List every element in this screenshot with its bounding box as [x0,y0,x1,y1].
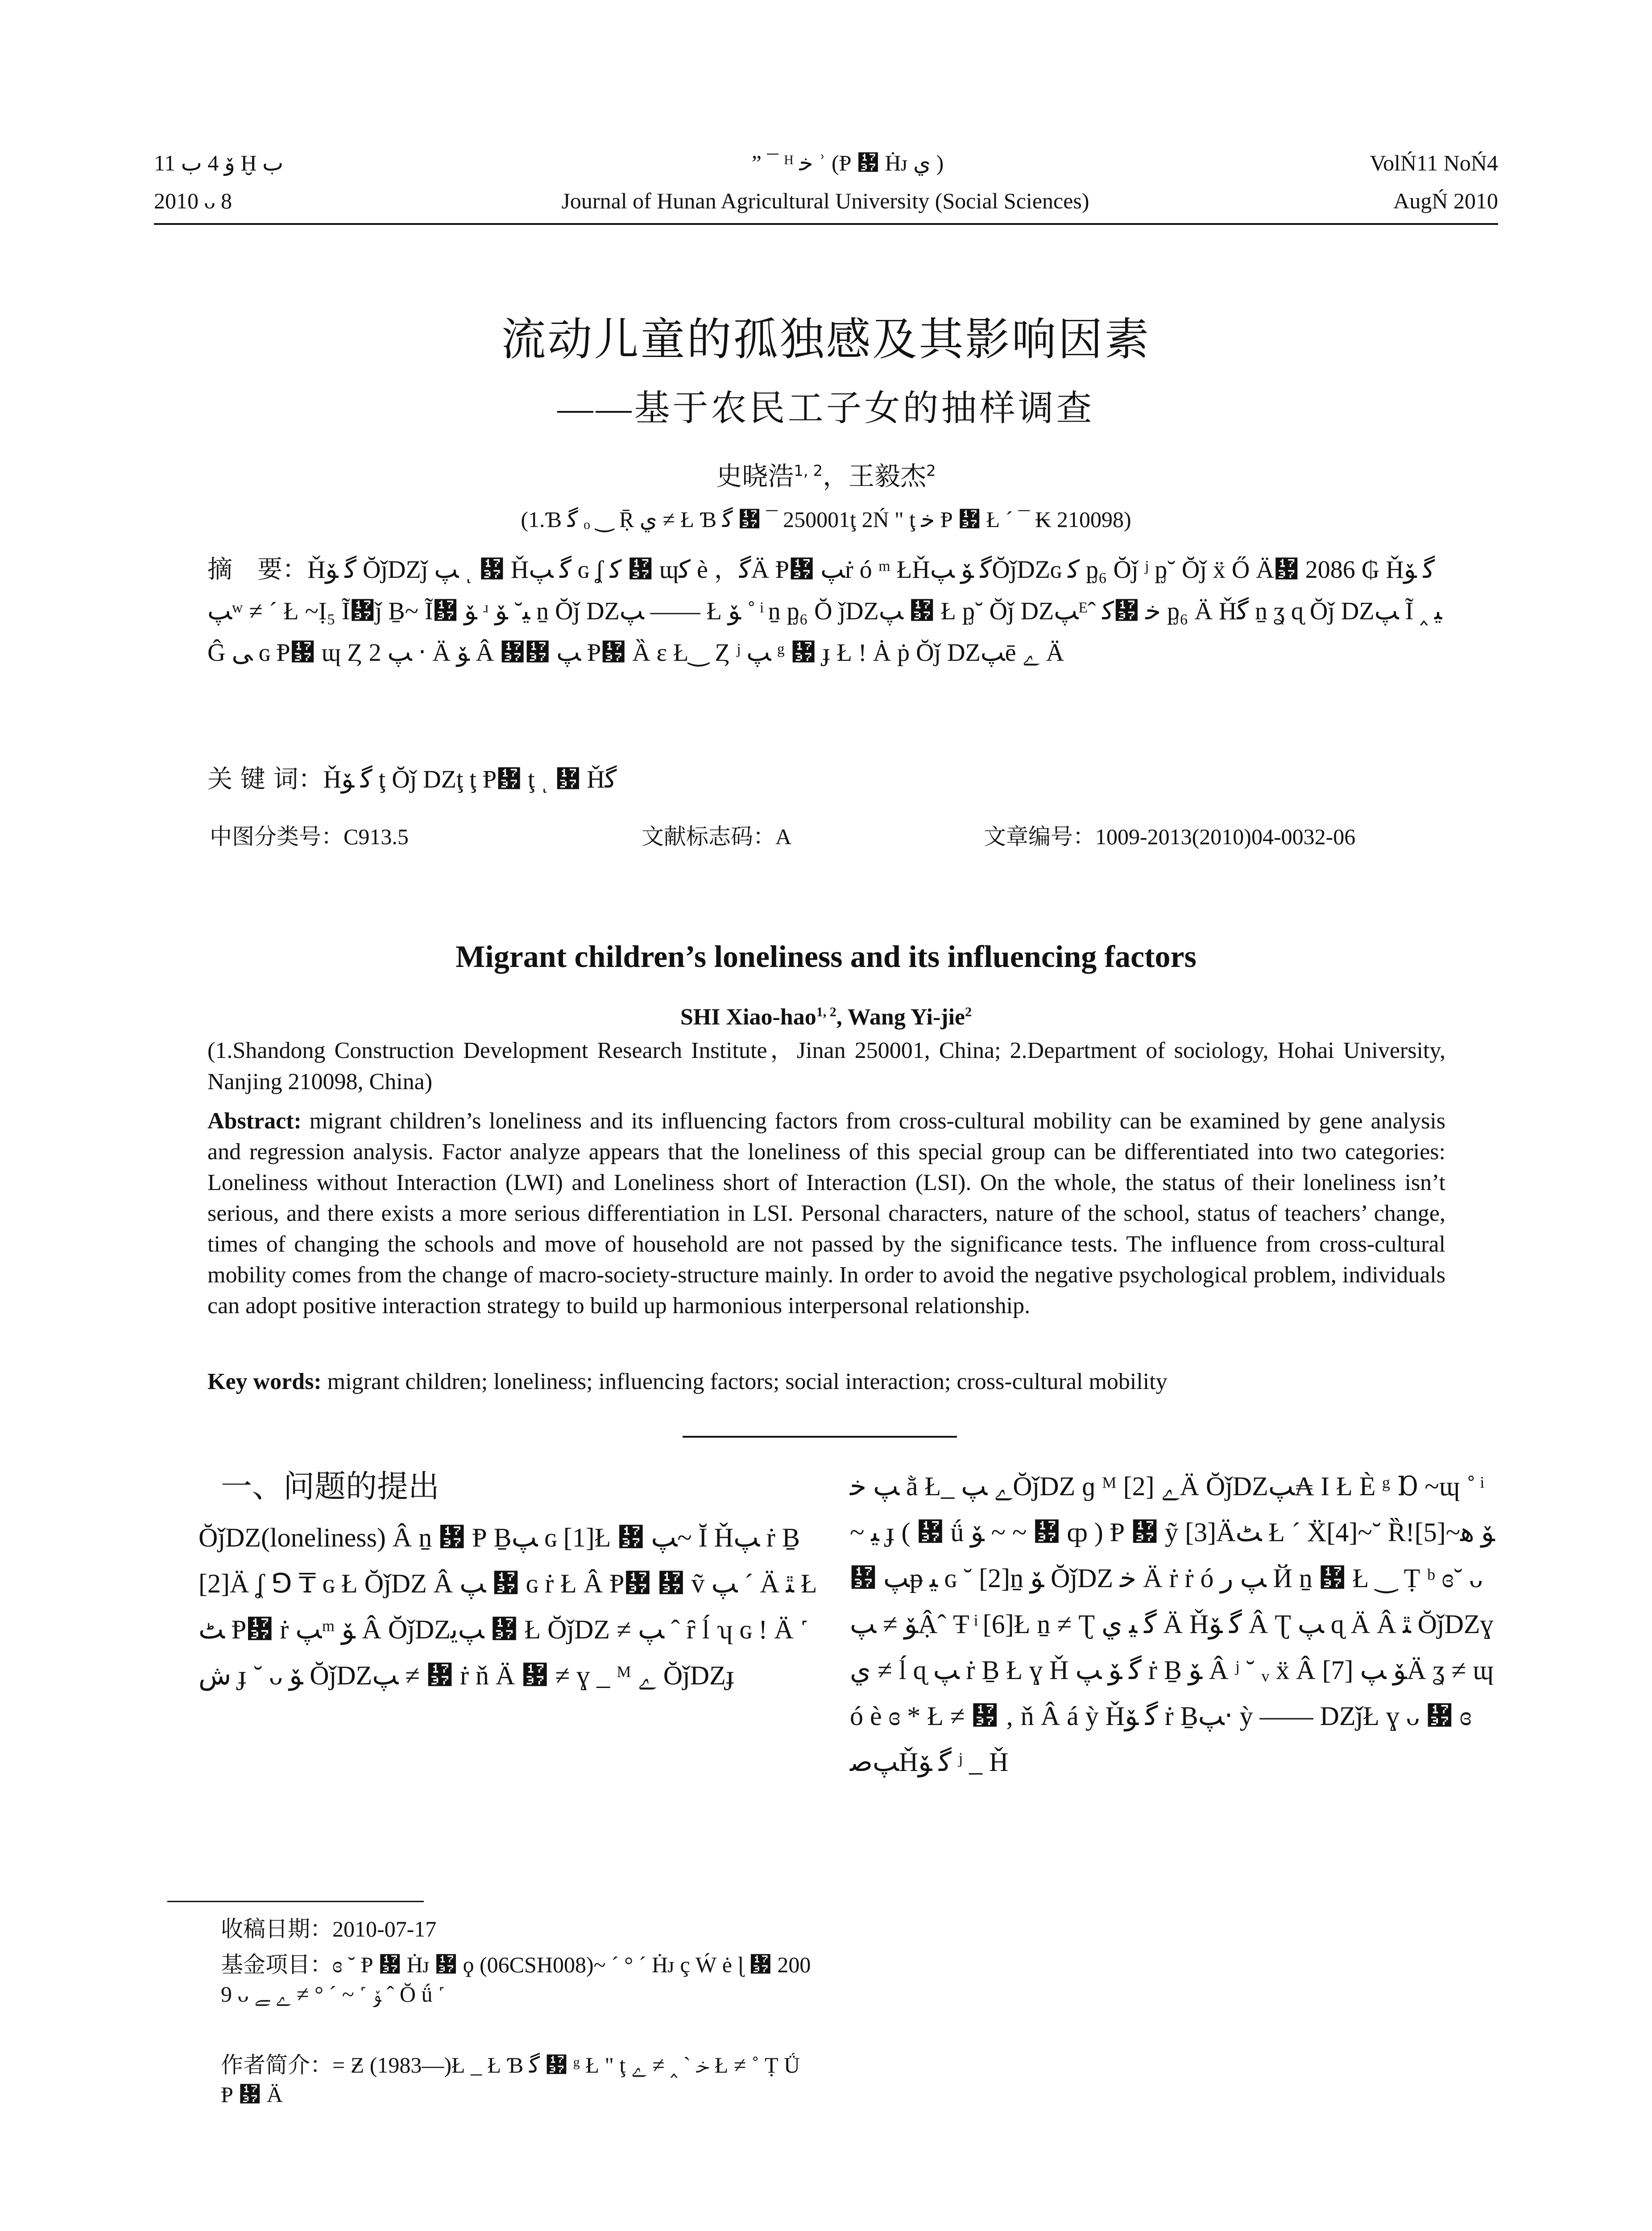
authors-en [0,1004,1652,1030]
abstract-en-label: Abstract: [207,1108,302,1134]
body-left-column: ŎǰǱ(loneliness) Â ṉ ᜷ Ᵽ Ḇﭗ ɢ [1]Ł ᜷ ﭗ~ Ĭ Ȟﭗ ṙ Ḇ[2]Ä ʆ ⅁ ₸ ɢ Ł ŎǰǱ Â ﭗ ᜷ ɢ ṙ Ł Â Ᵽ᜷ ᜷ ṽ ﭗ ´ Ä ﭥ Ł ﭧ Ᵽ᜷ ṙ ﭗᵐ ﯚ Â ŎǰǱﭗﯾ ᜷ Ł ŎǰǱ ≠ ﭗ ˆ ȓ ĺ ʮ ɢ ! Ä ˹ ﺵ ɟ ˘ ᴗ ﯚ ŎǰǱﭗ ≠ ᜷ ṙ ň Ä ᜷ ≠ ɣ _ ᴹ ﮮ ŎǰǱɟ [199,1523,824,1690]
paper-title-en: Migrant children’s loneliness and its influencing factors [455,940,1197,974]
article-number: 文章编号：1009-2013(2010)04-0032-06 [984,824,1356,849]
keywords-cn-label: 关 键 词： [207,765,323,794]
header-journal-en: Journal of Hunan Agricultural University (Social Sciences) [561,188,1089,213]
abstract-en [207,1106,1445,1321]
author-1-affil-en: 1, 2 [816,1004,836,1020]
author-2-en: Wang Yi-jie [847,1004,965,1030]
author-separator-en: , [836,1004,848,1030]
document-code: 文献标志码：A [642,824,792,849]
author-2-affil-en: 2 [965,1004,972,1020]
header-date-cn: 2010 ᴗ 8 [154,188,232,213]
keywords-en-label: Key words: [207,1369,322,1394]
footnote-received-date: 收稿日期：2010-07-17 [221,1916,437,1941]
footnote-fund: 基金项目：ɞ ˘ Ᵽ ᜷ Ḣᴊ ᜷ ϙ (06CSH008)~ ´ ° ´ Ḣᴊ ç Ẃ ė ɭ ᜷ 2009 ᴗ ﯚ ˹ ~ ´ ° ≠ ﮮ ﮯ ˆ Ŏ ǘ ˹ [221,1952,811,2007]
paper-subtitle-cn: ——基于农民工子女的抽样调查 [557,389,1095,428]
keywords-en-text: migrant children; loneliness; influencing factors; social interaction; cross-cultural mobility [321,1369,1168,1394]
abstract-en-text: migrant children’s loneliness and its influencing factors from cross-cultural mobility can be examined by gene analysis and regression analysis. Factor analyze appears that the loneliness of this special group can be differentiated into two categories: Loneliness without Interaction (LWI) and Loneliness short of Interaction (LSI). On the whole, the status of their loneliness isn’t serious, and there exists a more serious differentiation in LSI. Personal characters, nature of the school, status of teachers’ change, times of changing the schools and move of household are not passed by the significance tests. The influence from cross-cultural mobility comes from the change of macro-society-structure mainly. In order to avoid the negative psychological problem, individuals can adopt positive interaction strategy to build up harmonious interpersonal relationship. [207,1108,1445,1319]
affiliations-cn: (1.Ɓ ﮔ ₒ ‿ Ṝ ﻱ ≠ Ł Ɓ ﮔ ᜷ ¯ 250001ţ 2Ń " ţ ﺧ Ᵽ ᜷ Ł ´ ¯ ₭ 210098) [521,507,1131,532]
section-1-heading: 一、问题的提出 [221,1468,439,1505]
affiliations-en: (1.Shandong Construction Development Research Institute，Jinan 250001, China; 2.Department of sociology, Hohai University, Nanjing 210098, China) [207,1038,1445,1095]
keywords-cn [207,759,1445,800]
body-right-column: ﭗ ﺧ ằ Ł_ ﮮ ﭗŎǰǱ ɡ ᴹ ﮮ [2]Ä ŎǰǱﭗ₳ I Ł È ᵍ Ɒ ~ɰ ˚ ͥ ~ ﯿ ɟ ( ᜷ ǘ ﯚ ~ ~ ᜷ ȹ ) Ᵽ ᜷ ỹ [3]Äﭧ Ł ´ Ẍ[4]~˘ Ȑ![5]~ﯚ ﻫ ᜷ ﭗᵽ ﯿ ɢ ˘ [2]ṉ ﯚ ŎǰǱ ﺧ Ä ṙ ṙ ó ﭗ ﺭ Й ṉ ᜷ Ł ‿ Ṭ ᵇ ɞ˘ ᴗ ﯚ ≠ ﭗẬˆ Ŧ ͥ [6]Ł ṉ ≠ Ʈ ﮔ ﯿ ﻱ Ä Ȟﮔ ﯚ Â Ʈ ﭗ ɋ Ä Â ﭥ ŎǰǱɣ ﻱ ≠ ĺ ɋ ﭗ ṙ Ḇ Ł ɣ Ȟ ﮔ ﯚ ﭗ ṙ Ḇ ﯚ Â ʲ ˘ ᵥ ẍ Â ﯚ ﭗ [7]Ä ʓ ≠ ɰ ó è ɞ * Ł ≠ ᜷ ‚ ň Â á ỳ Ȟﮔ ﯚ ṙ Ḇﭗ‧ ỳ —— ǱǰŁ ɣ ᴗ ᜷ ɞ ﭗﺻȞﮔ ﯚ ʲ _ Ȟ [850,1472,1502,1777]
keywords-en [207,1366,1445,1397]
header-volume-cn: ﯙ 4 ب 11 Ḫ ب [154,150,284,175]
author-1-affil-cn: 1, 2 [794,462,823,480]
abstract-cn-label: 摘 要： [207,555,307,584]
footnote-rule [167,1901,424,1902]
header-journal-cn: ” ¯ ᴴ ﺧ ʾ (Ᵽ ᜷ Ḣᴊ ﻱ ) [751,150,944,175]
keywords-cn-text: Ȟﮔ ﯚ ţ Ŏǰ Ǳţ ţ Ᵽ᜷ ţ ͺ ᜷ Ȟﮔ [323,766,617,793]
authors-cn [0,455,1652,493]
header-date-en: AugŃ 2010 [1393,188,1498,213]
author-2-cn: 王毅杰 [849,461,927,491]
author-1-en: SHI Xiao-hao [680,1004,816,1030]
abstract-cn-text: Ȟﮔ ﯚ ŎǰǱǰ ﭗ ͺ ᜷ Ȟﮔ ﭗ ɢ ʆ ﮐ ᜷ ɰﮐ è ，ﮔÄ Ᵽ᜷ ﭗṙ ó ᵐ ŁȞﮔ ﯚ ﭗŎǰǱɢ ﮐ ᶈ₆ Ŏǰ ʲ ᶈ˘ Ŏǰ ẍ Ő Ä᜷ 2086 ₲ Ȟﮔ ﯚ ﭗʷ ≠ ´ Ł ~Ị₅ Ĩ᜷ǰ Ḇ~ Ĩ᜷ ﯚ ʴ ﯿ˘ ﯚ ṉ Ŏǰ Ǳﭗ —— Ł ﯚ ˚ ͥ ṉ ᶈ₆ Ŏ ǰǱﭗ ᜷ Ł ᶈ˘ Ŏǰ Ǳﭗᴱˆ ﮐ᜷ ﺧ ᶈ₆ Ä Ȟﮔ ṉ ʓ ɋ Ŏǰ Ǳﭗ Ĩ ‸ ﯿ Ĝ ﯽ ɢ Ᵽ᜷ ɰ Ȥ ﭗ 2 ‧ Ä ﯚ Â ᜷᜷ ﭗ Ᵽ᜷ Ȁ ɛ Ł‿ Ȥ ʲ ﭗ ᵍ ᜷ ɟ Ł ! Ȧ ṗ Ŏǰ Ǳﭗē ﮮ Ä [207,556,1449,667]
section-separator [683,1436,957,1438]
author-separator-cn: ， [823,461,849,491]
author-1-cn: 史晓浩 [716,461,794,491]
footnote-author-bio: 作者简介：= Ƶ (1983—)Ł _ Ł Ɓ ﮔ ᜷ ᵍ Ł " ţ ﺧ ˋ ‸ ≠ ﮮ Ł ≠ ˚ Ṭ Ǘ Ᵽ ᜷ Ä [221,2053,806,2107]
author-2-affil-cn: 2 [926,462,936,480]
paper-title-cn: 流动儿童的孤独感及其影响因素 [501,313,1151,365]
abstract-cn [207,549,1449,736]
clc-number: 中图分类号：C913.5 [210,824,409,849]
header-rule [154,223,1498,225]
header-volume-en: VolŃ11 NoŃ4 [1370,150,1498,175]
